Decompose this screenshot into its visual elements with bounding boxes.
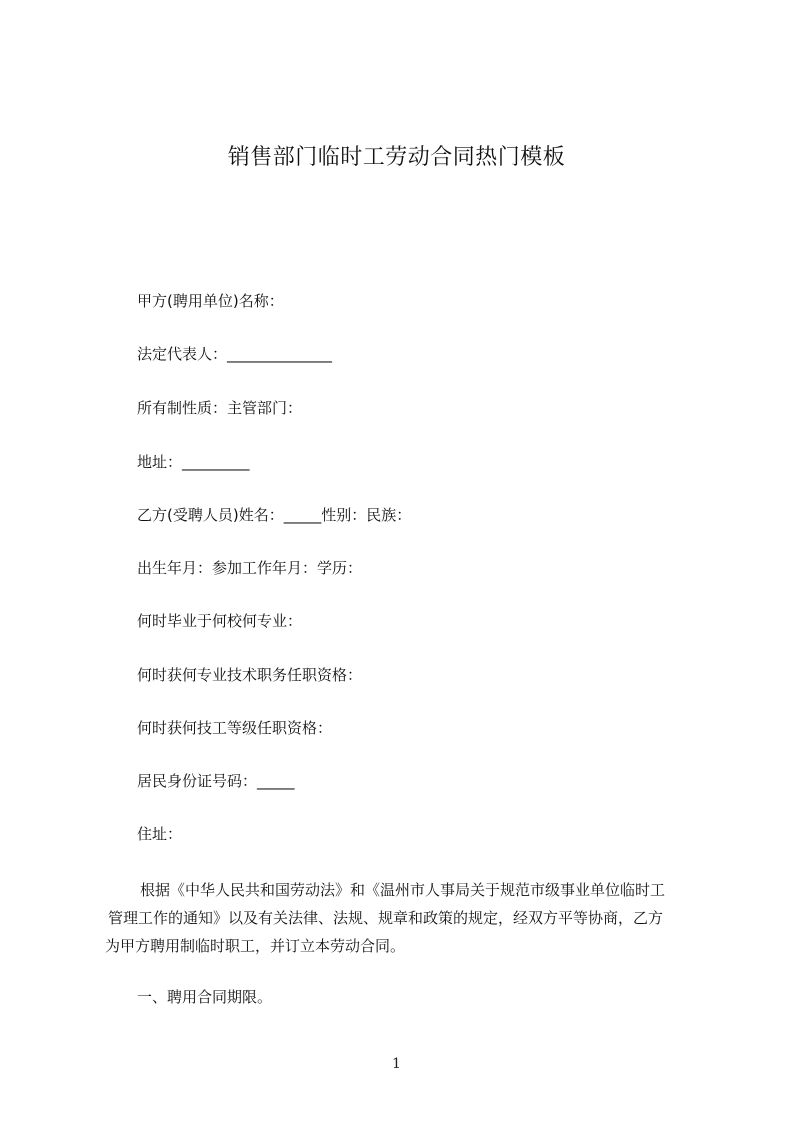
field-employer-name: 甲方(聘用单位)名称： <box>137 292 284 310</box>
section-heading: 一、聘用合同期限。 <box>137 988 273 1006</box>
field-technical-qualification: 何时获何专业技术职务任职资格： <box>137 666 363 684</box>
field-skill-level-qualification: 何时获何技工等级任职资格： <box>137 719 333 737</box>
field-graduation: 何时毕业于何校何专业： <box>137 612 303 630</box>
page-number: 1 <box>392 1056 401 1072</box>
field-residence: 住址： <box>137 825 183 843</box>
field-legal-representative: 法定代表人：______________ <box>137 345 333 363</box>
field-id-number: 居民身份证号码：_____ <box>137 772 295 790</box>
document-title: 销售部门临时工劳动合同热门模板 <box>227 145 566 170</box>
field-ownership-department: 所有制性质：主管部门： <box>137 399 303 417</box>
paragraph-line: 为甲方聘用制临时职工，并订立本劳动合同。 <box>105 937 406 955</box>
paragraph-line: 根据《中华人民共和国劳动法》和《温州市人事局关于规范市级事业单位临时工 <box>140 881 666 899</box>
contract-preamble-paragraph <box>105 876 705 960</box>
field-birth-work-education: 出生年月：参加工作年月：学历： <box>137 559 363 577</box>
paragraph-line: 管理工作的通知》以及有关法律、法规、规章和政策的规定，经双方平等协商，乙方 <box>108 909 664 927</box>
field-employee-name-gender-ethnicity: 乙方(受聘人员)姓名：_____性别：民族： <box>137 506 412 524</box>
field-address: 地址：_________ <box>137 453 250 471</box>
